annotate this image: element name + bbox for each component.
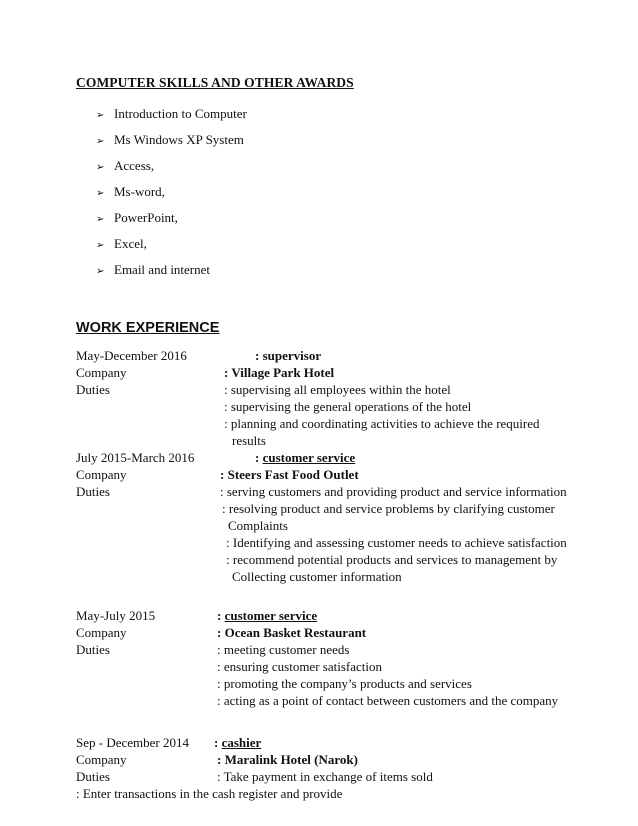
- skills-heading: COMPUTER SKILLS AND OTHER AWARDS: [76, 75, 354, 90]
- job-company: : Steers Fast Food Outlet: [220, 467, 359, 482]
- skill-item: ➢ PowerPoint,: [96, 210, 178, 225]
- skill-item: ➢ Ms Windows XP System: [96, 132, 244, 147]
- duty-line: : Take payment in exchange of items sold: [217, 769, 433, 784]
- duty-line: : serving customers and providing product and service information: [220, 484, 567, 499]
- duty-line: : recommend potential products and services to management by: [226, 552, 558, 567]
- duty-line: Complaints: [228, 518, 288, 533]
- arrow-bullet-icon: ➢: [96, 214, 105, 225]
- duty-line: : supervising all employees within the hotel: [224, 382, 451, 397]
- skill-item: ➢ Excel,: [96, 236, 147, 251]
- duties-label: Duties: [76, 769, 110, 784]
- duty-line: : acting as a point of contact between customers and the company: [217, 693, 559, 708]
- company-label: Company: [76, 467, 127, 482]
- duty-line: : Identifying and assessing customer needs to achieve satisfaction: [226, 535, 567, 550]
- arrow-bullet-icon: ➢: [96, 188, 105, 199]
- arrow-bullet-icon: ➢: [96, 136, 105, 147]
- work-experience-heading: WORK EXPERIENCE: [76, 320, 220, 336]
- skill-item: ➢ Ms-word,: [96, 184, 165, 199]
- job-position: : customer service: [217, 608, 318, 623]
- arrow-bullet-icon: ➢: [96, 240, 105, 251]
- company-label: Company: [76, 365, 127, 380]
- duty-line: : Enter transactions in the cash register and provide: [76, 786, 343, 801]
- duty-line: results: [232, 433, 266, 448]
- arrow-bullet-icon: ➢: [96, 266, 105, 277]
- skill-item: ➢ Access,: [96, 158, 155, 173]
- arrow-bullet-icon: ➢: [96, 110, 105, 121]
- job-company: : Village Park Hotel: [224, 365, 335, 380]
- company-label: Company: [76, 752, 127, 767]
- duties-label: Duties: [76, 484, 110, 499]
- job-position: : cashier: [214, 735, 262, 750]
- arrow-bullet-icon: ➢: [96, 162, 105, 173]
- job-position: : supervisor: [255, 348, 322, 363]
- job-company: : Ocean Basket Restaurant: [217, 625, 367, 640]
- job-period: July 2015-March 2016: [76, 450, 195, 465]
- duty-line: : meeting customer needs: [217, 642, 350, 657]
- skill-item: ➢ Email and internet: [96, 262, 211, 277]
- job-period: May-December 2016: [76, 348, 187, 363]
- duty-line: : ensuring customer satisfaction: [217, 659, 382, 674]
- duty-line: : planning and coordinating activities to achieve the required: [224, 416, 540, 431]
- duties-label: Duties: [76, 642, 110, 657]
- skill-item: ➢ Introduction to Computer: [96, 106, 247, 121]
- job-position: : customer service: [255, 450, 356, 465]
- duty-line: : promoting the company’s products and services: [217, 676, 472, 691]
- duties-label: Duties: [76, 382, 110, 397]
- job-period: May-July 2015: [76, 608, 156, 623]
- company-label: Company: [76, 625, 127, 640]
- job-company: : Maralink Hotel (Narok): [217, 752, 358, 767]
- duty-line: : supervising the general operations of the hotel: [224, 399, 472, 414]
- duty-line: : resolving product and service problems by clarifying customer: [222, 501, 555, 516]
- job-period: Sep - December 2014: [76, 735, 189, 750]
- duty-line: Collecting customer information: [232, 569, 402, 584]
